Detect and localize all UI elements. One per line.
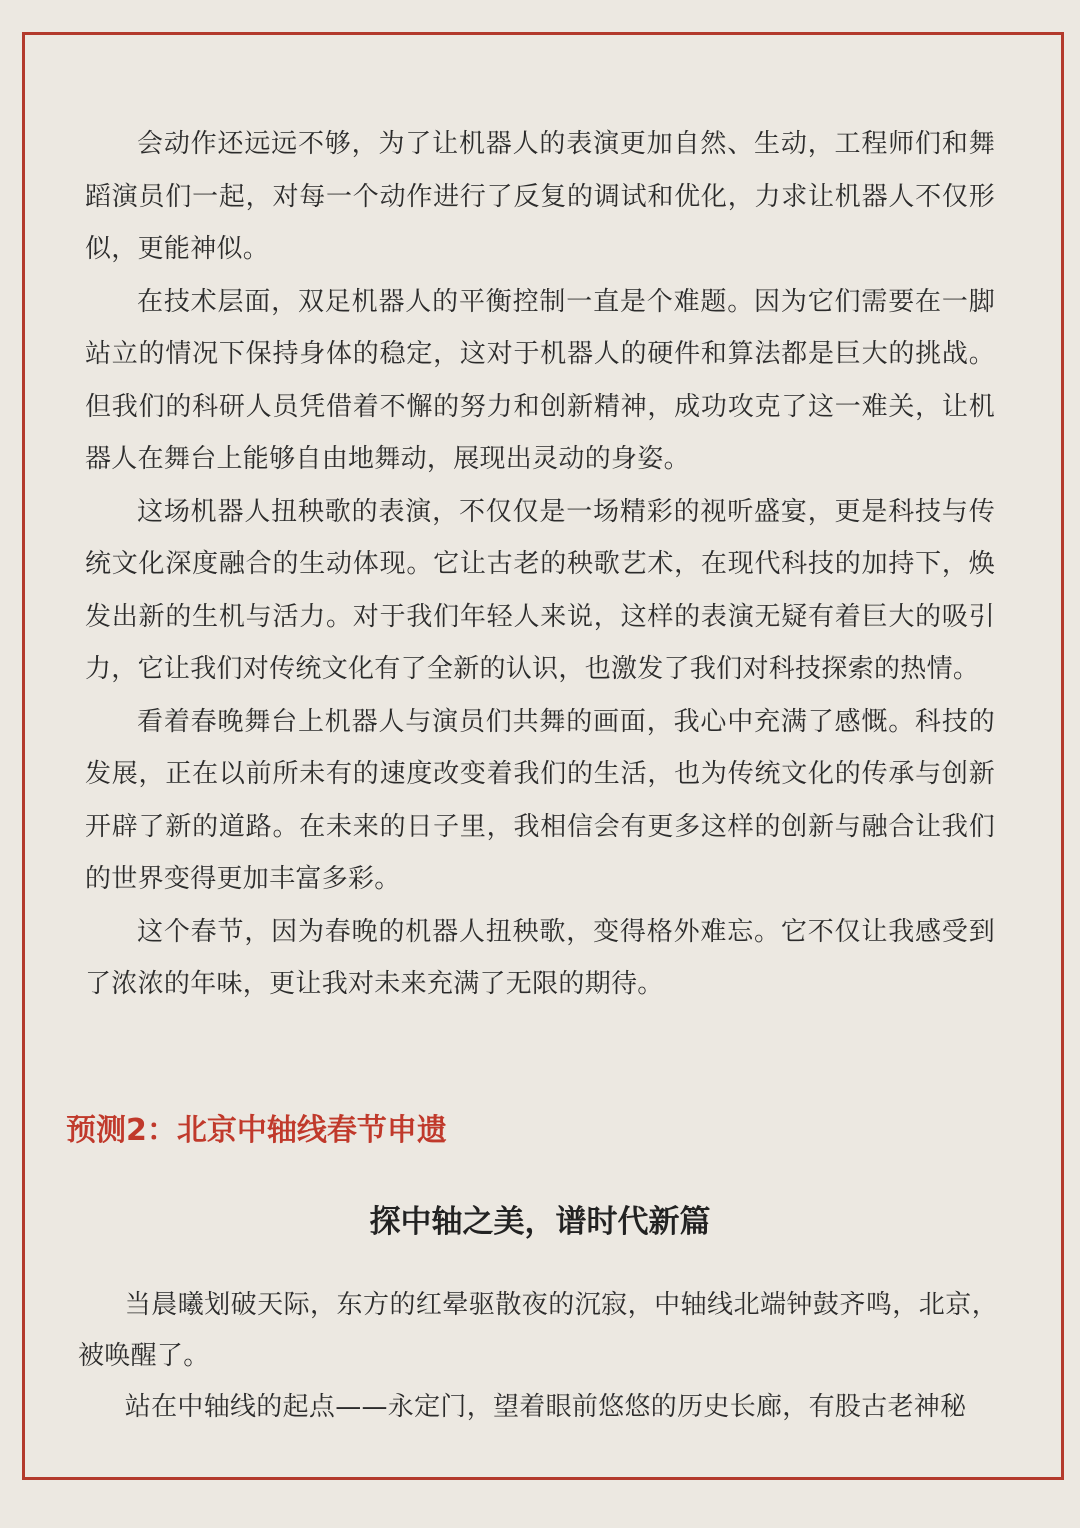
paragraph: 看着春晚舞台上机器人与演员们共舞的画面，我心中充满了感慨。科技的发展，正在以前所未有的速度改变着我们的生活，也为传统文化的传承与创新开辟了新的道路。在未来的日子里，我相信会有更多这样的创新与融合让我们的世界变得更加丰富多彩。 (85, 706, 995, 894)
article-title: 探中轴之美，谱时代新篇 (369, 1204, 711, 1240)
article-body-2 (78, 1280, 998, 1433)
article-body (85, 118, 995, 1011)
paragraph: 会动作还远远不够，为了让机器人的表演更加自然、生动，工程师们和舞蹈演员们一起，对每一个动作进行了反复的调试和优化，力求让机器人不仅形似，更能神似。 (85, 129, 995, 264)
section-heading: 预测2：北京中轴线春节申遗 (66, 1113, 447, 1148)
paragraph: 站在中轴线的起点——永定门，望着眼前悠悠的历史长廊，有股古老神秘 (124, 1392, 967, 1422)
paragraph: 这个春节，因为春晚的机器人扭秧歌，变得格外难忘。它不仅让我感受到了浓浓的年味，更让我对未来充满了无限的期待。 (85, 916, 995, 999)
paragraph: 这场机器人扭秧歌的表演，不仅仅是一场精彩的视听盛宴，更是科技与传统文化深度融合的生动体现。它让古老的秧歌艺术，在现代科技的加持下，焕发出新的生机与活力。对于我们年轻人来说，这样的表演无疑有着巨大的吸引力，它让我们对传统文化有了全新的认识，也激发了我们对科技探索的热情。 (85, 496, 995, 684)
paragraph: 当晨曦划破天际，东方的红晕驱散夜的沉寂，中轴线北端钟鼓齐鸣，北京，被唤醒了。 (78, 1290, 998, 1371)
paragraph: 在技术层面，双足机器人的平衡控制一直是个难题。因为它们需要在一脚站立的情况下保持身体的稳定，这对于机器人的硬件和算法都是巨大的挑战。但我们的科研人员凭借着不懈的努力和创新精神，成功攻克了这一难关，让机器人在舞台上能够自由地舞动，展现出灵动的身姿。 (85, 286, 995, 474)
